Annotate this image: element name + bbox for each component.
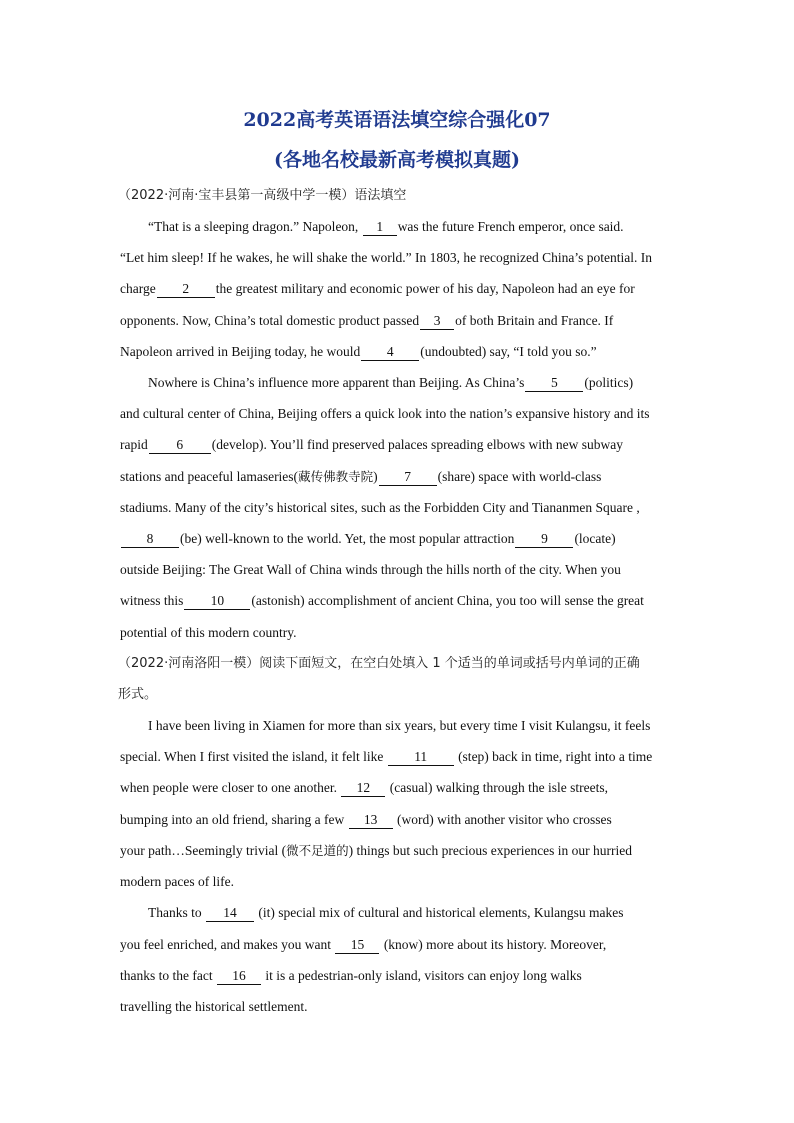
passage1-line: charge 2 the greatest military and economic power of his day, Napoleon had an eye for (120, 281, 635, 296)
passage2-line: special. When I first visited the island, it felt like 11 (step) back in time, right into a time (120, 749, 653, 764)
blank-13[interactable]: 13 (349, 812, 393, 829)
blank-16[interactable]: 16 (217, 968, 261, 985)
passage1-line: stadiums. Many of the city’s historical sites, such as the Forbidden City and Tiananmen Square , (120, 500, 640, 515)
passage1-source: （2022·河南·宝丰县第一高级中学一模）语法填空 (118, 188, 407, 203)
passage2-line: bumping into an old friend, sharing a few 13 (word) with another visitor who crosses (120, 812, 612, 827)
passage2-source-cont: 形式。 (118, 687, 158, 702)
passage1-line: rapid 6 (develop). You’ll find preserved palaces spreading elbows with new subway (120, 437, 624, 452)
blank-8[interactable]: 8 (121, 531, 179, 548)
passage2-line: your path…Seemingly trivial (微不足道的) things but such precious experiences in our hurried (120, 843, 633, 858)
passage2-line: you feel enriched, and makes you want 15 (know) more about its history. Moreover, (120, 937, 607, 952)
blank-7[interactable]: 7 (379, 469, 437, 486)
passage1-line: potential of this modern country. (120, 625, 297, 640)
blank-12[interactable]: 12 (341, 780, 385, 797)
passage1-line: “That is a sleeping dragon.” Napoleon, 1 was the future French emperor, once said. (148, 219, 624, 234)
blank-3[interactable]: 3 (420, 313, 454, 330)
blank-15[interactable]: 15 (335, 937, 379, 954)
passage2-source: （2022·河南洛阳一模）阅读下面短文，在空白处填入 1 个适当的单词或括号内单词的正确 (118, 656, 640, 671)
passage1-line: Nowhere is China’s influence more apparent than Beijing. As China’s 5 (politics) (148, 375, 634, 390)
page-subtitle: (各地名校最新高考模拟真题) (274, 149, 520, 171)
blank-1[interactable]: 1 (363, 219, 397, 236)
blank-4[interactable]: 4 (361, 344, 419, 361)
passage2-line: travelling the historical settlement. (120, 999, 308, 1014)
passage1-line: “Let him sleep! If he wakes, he will shake the world.” In 1803, he recognized China’s potential. In (120, 250, 652, 265)
passage1-line: 8 (be) well-known to the world. Yet, the most popular attraction 9 (locate) (120, 530, 676, 548)
blank-9[interactable]: 9 (515, 531, 573, 548)
passage1-line: and cultural center of China, Beijing offers a quick look into the nation’s expansive history and its (120, 406, 650, 421)
blank-11[interactable]: 11 (388, 749, 454, 766)
blank-5[interactable]: 5 (525, 375, 583, 392)
passage1-line: outside Beijing: The Great Wall of China winds through the hills north of the city. When you (120, 562, 621, 577)
page-title: 2022高考英语语法填空综合强化07 (243, 109, 551, 131)
blank-10[interactable]: 10 (184, 593, 250, 610)
passage2-line: modern paces of life. (120, 874, 234, 889)
blank-14[interactable]: 14 (206, 905, 254, 922)
blank-2[interactable]: 2 (157, 281, 215, 298)
passage2-line: Thanks to 14 (it) special mix of cultural and historical elements, Kulangsu makes (148, 905, 624, 920)
blank-6[interactable]: 6 (149, 437, 211, 454)
passage1-line: stations and peaceful lamaseries(藏传佛教寺院) 7 (share) space with world-class (120, 469, 602, 484)
passage2-line: when people were closer to one another. 12 (casual) walking through the isle streets, (120, 780, 608, 795)
passage2-line: I have been living in Xiamen for more than six years, but every time I visit Kulangsu, it feels (148, 718, 651, 733)
passage1-line: opponents. Now, China’s total domestic product passed 3 of both Britain and France. If (120, 313, 614, 328)
passage1-line: witness this 10 (astonish) accomplishment of ancient China, you too will sense the great (120, 593, 644, 608)
passage2-line: thanks to the fact 16 it is a pedestrian-only island, visitors can enjoy long walks (120, 968, 582, 983)
passage1-line: Napoleon arrived in Beijing today, he would 4 (undoubted) say, “I told you so.” (120, 344, 597, 359)
